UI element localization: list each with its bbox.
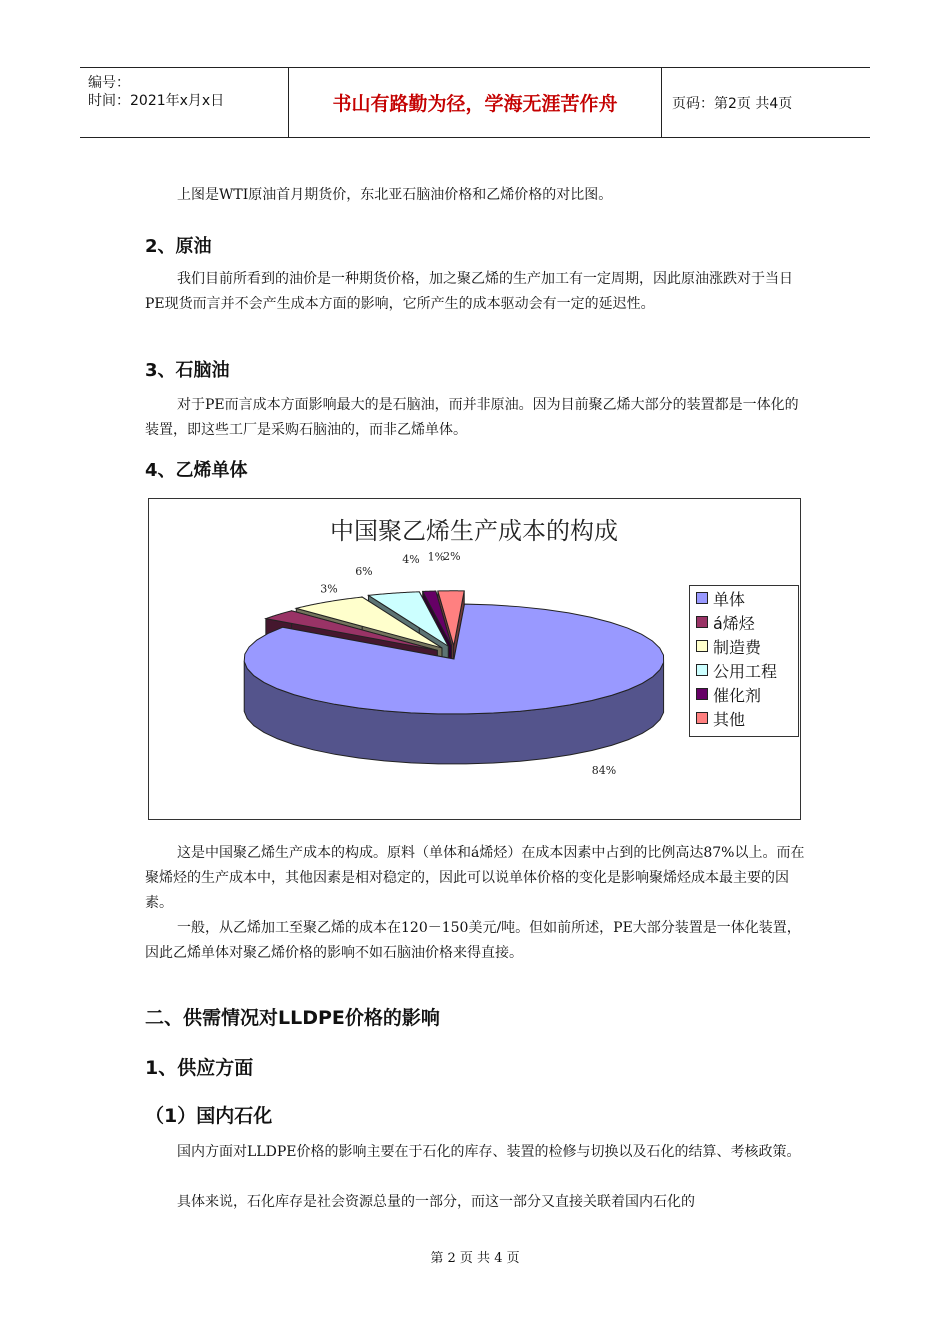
heading-supply: 1、供应方面: [145, 1057, 254, 1079]
legend-swatch: [696, 640, 708, 652]
chart-title: 中国聚乙烯生产成本的构成: [330, 517, 618, 545]
heading-section2: 二、供需情况对LLDPE价格的影响: [145, 1007, 440, 1029]
pie-data-label-0: 84%: [591, 764, 617, 777]
legend-item: [690, 634, 798, 658]
legend-swatch: [696, 664, 708, 676]
pie-data-label-1: 3%: [320, 582, 338, 596]
legend-swatch: [696, 592, 708, 604]
legend-label: 催化剂: [713, 685, 762, 705]
naphtha-paragraph: 对于PE而言成本方面影响最大的是石脑油，而并非原油。因为目前聚乙烯大部分的装置都是一体化的装置，即这些工厂是采购石脑油的，而非乙烯单体。: [145, 397, 799, 438]
header-table: [80, 67, 870, 138]
legend-label: á烯烃: [713, 613, 755, 633]
domestic-paragraph-1: 国内方面对LLDPE价格的影响主要在于石化的库存、装置的检修与切换以及石化的结算、考核政策。: [177, 1144, 801, 1160]
header-meta: [80, 68, 288, 137]
chart-legend: [689, 585, 799, 737]
heading-ethylene: 4、乙烯单体: [145, 460, 248, 481]
motto: 书山有路勤为径，学海无涯苦作舟: [288, 68, 662, 137]
heading-domestic: （1）国内石化: [145, 1105, 273, 1127]
legend-label: 公用工程: [713, 661, 778, 681]
crude-paragraph: 我们目前所看到的油价是一种期货价格，加之聚乙烯的生产加工有一定周期，因此原油涨跌对于当日PE现货而言并不会产生成本方面的影响，它所产生的成本驱动会有一定的延迟性。: [145, 271, 793, 312]
pie-data-label-2: 6%: [355, 565, 373, 579]
pie-data-label-3: 4%: [402, 553, 420, 567]
date-label: 时间：2021年x月x日: [88, 93, 225, 109]
intro-paragraph: 上图是WTI原油首月期货价，东北亚石脑油价格和乙烯价格的对比图。: [177, 187, 613, 203]
number-label: 编号：: [88, 75, 130, 91]
cost-paragraph-2: 一般，从乙烯加工至聚乙烯的成本在120－150美元/吨。但如前所述，PE大部分装置是一体化装置，因此乙烯单体对聚乙烯价格的影响不如石脑油价格来得直接。: [145, 920, 801, 961]
legend-swatch: [696, 688, 708, 700]
pie-data-label-5: 2%: [443, 550, 461, 564]
legend-item: [690, 658, 798, 682]
legend-label: 其他: [713, 709, 746, 729]
legend-swatch: [696, 616, 708, 628]
page-footer: 第 2 页 共 4 页: [430, 1251, 520, 1266]
legend-item: [690, 610, 798, 634]
domestic-paragraph-2: 具体来说，石化库存是社会资源总量的一部分，而这一部分又直接关联着国内石化的: [177, 1194, 695, 1210]
heading-naphtha: 3、石脑油: [145, 360, 230, 381]
legend-label: 制造费: [713, 637, 762, 657]
pie-data-label-4: 1%: [427, 550, 446, 564]
legend-item: [690, 682, 798, 706]
legend-swatch: [696, 712, 708, 724]
legend-item: [690, 706, 798, 730]
pie-chart: [148, 498, 801, 820]
cost-paragraph-1: 这是中国聚乙烯生产成本的构成。原料（单体和á烯烃）在成本因素中占到的比例高达87%以上。而在聚烯烃的生产成本中，其他因素是相对稳定的，因此可以说单体价格的变化是影响聚烯烃成本最主要的因素。: [145, 845, 805, 911]
page-label: 页码：第2页 共4页: [672, 95, 793, 112]
legend-item: [690, 586, 798, 610]
heading-crude: 2、原油: [145, 236, 212, 257]
legend-label: 单体: [713, 589, 746, 609]
